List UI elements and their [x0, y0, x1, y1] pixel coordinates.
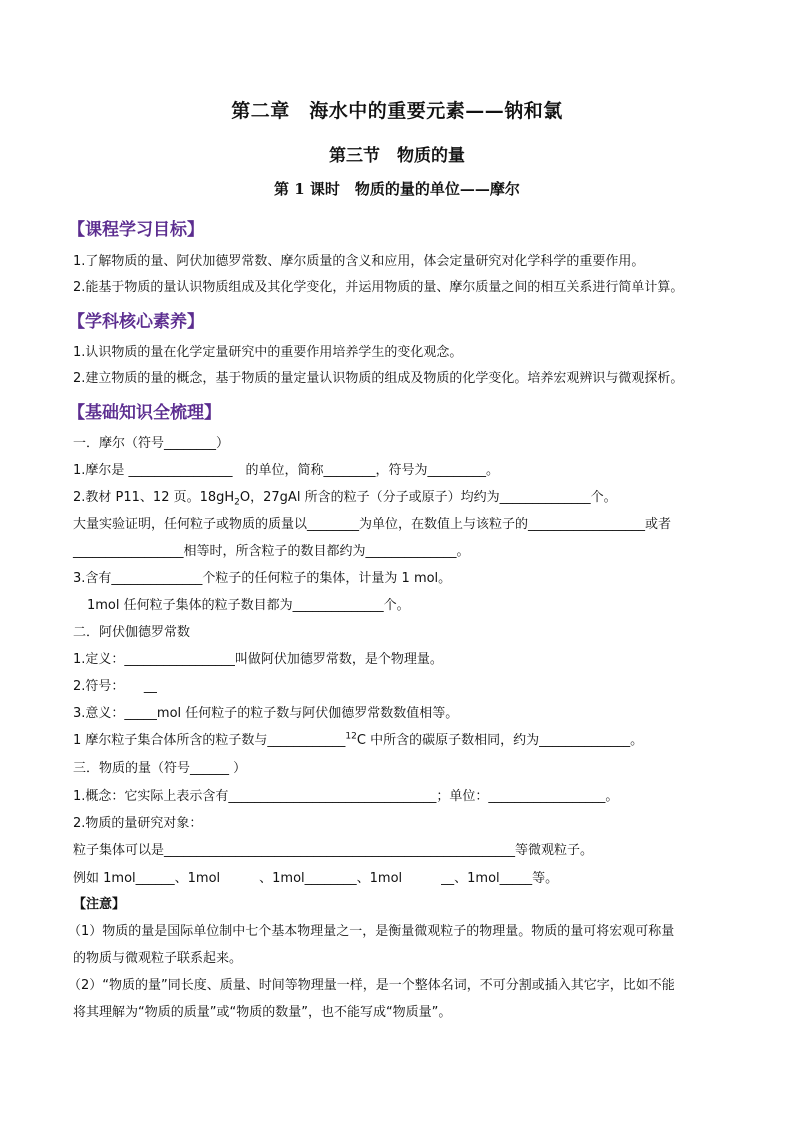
avogadro-meaning: 3.意义：_____mol 任何粒子的粒子数与阿伏伽德罗常数数值相等。 — [73, 706, 459, 721]
goal-line: 1.了解物质的量、阿伏加德罗常数、摩尔质量的含义和应用，体会定量研究对化学科学的重要作用。 — [73, 254, 645, 269]
literacy-line: 2.建立物质的量的概念，基于物质的量定量认识物质的组成及物质的化学变化。培养宏观辨识与微观探析。 — [73, 371, 684, 386]
note-line: 将其理解为“物质的质量”或“物质的数量”，也不能写成“物质量”。 — [73, 1005, 452, 1020]
literacy-heading: 【学科核心素养】 — [68, 312, 204, 332]
experiment-line-2: _________________相等时，所含粒子的数目都约为______________。 — [73, 544, 470, 559]
text-part: C 中所含的碳原子数相同，约为______________。 — [356, 733, 644, 748]
mole-line-4: 1mol 任何粒子集体的粒子数目都为______________个。 — [87, 598, 410, 613]
avogadro-definition: 1.定义：_________________叫做阿伏加德罗常数，是个物理量。 — [73, 652, 443, 667]
note-line: （1）物质的量是国际单位制中七个基本物理量之一，是衡量微观粒子的物理量。物质的量可将宏观可称量 — [68, 924, 675, 939]
section-title: 第三节 物质的量 — [329, 146, 465, 166]
superscript: 12 — [345, 731, 357, 742]
mole-line-1: 1.摩尔是 ________________ 的单位，简称________，符号为_________。 — [73, 463, 500, 478]
text-part: 2.教材 P11、12 页。18gH — [73, 490, 235, 505]
note-line: 的物质与微观粒子联系起来。 — [73, 951, 243, 966]
text-part: 1 摩尔粒子集合体所含的粒子数与____________ — [73, 733, 346, 748]
subscript: 2 — [234, 497, 240, 508]
amount-heading: 三．物质的量（符号______ ） — [73, 761, 247, 776]
avogadro-carbon — [73, 732, 643, 750]
mole-heading: 一．摩尔（符号________） — [73, 436, 230, 451]
note-line: （2）“物质的量”同长度、质量、时间等物理量一样，是一个整体名词，不可分割或插入其它字，比如不能 — [68, 978, 675, 993]
literacy-line: 1.认识物质的量在化学定量研究中的重要作用培养学生的变化观念。 — [73, 345, 463, 360]
goal-line: 2.能基于物质的量认识物质组成及其化学变化，并运用物质的量、摩尔质量之间的相互关系进行简单计算。 — [73, 280, 684, 295]
goals-heading: 【课程学习目标】 — [68, 220, 204, 240]
amount-concept: 1.概念：它实际上表示含有________________________________；单位：__________________。 — [73, 789, 619, 804]
mole-line-3: 3.含有______________个粒子的任何粒子的集体，计量为 1 mol。 — [73, 571, 452, 586]
experiment-line-1: 大量实验证明，任何粒子或物质的质量以________为单位，在数值上与该粒子的__________________或者 — [73, 517, 672, 532]
knowledge-heading: 【基础知识全梳理】 — [68, 403, 221, 423]
particle-collective: 粒子集体可以是______________________________________________________等微观粒子。 — [73, 843, 594, 858]
lesson-title: 第 1 课时 物质的量的单位——摩尔 — [274, 180, 520, 198]
avogadro-heading: 二．阿伏伽德罗常数 — [73, 625, 191, 640]
avogadro-symbol: 2.符号： __ — [73, 679, 157, 694]
chapter-title: 第二章 海水中的重要元素——钠和氯 — [231, 100, 563, 122]
note-heading: 【注意】 — [73, 897, 126, 912]
text-part: O，27gAl 所含的粒子（分子或原子）均约为______________个。 — [239, 490, 617, 505]
mole-line-2 — [73, 489, 617, 507]
amount-object: 2.物质的量研究对象： — [73, 816, 203, 831]
example-line: 例如 1mol______、1mol 、1mol________、1mol __、1mol_____等。 — [73, 871, 559, 886]
